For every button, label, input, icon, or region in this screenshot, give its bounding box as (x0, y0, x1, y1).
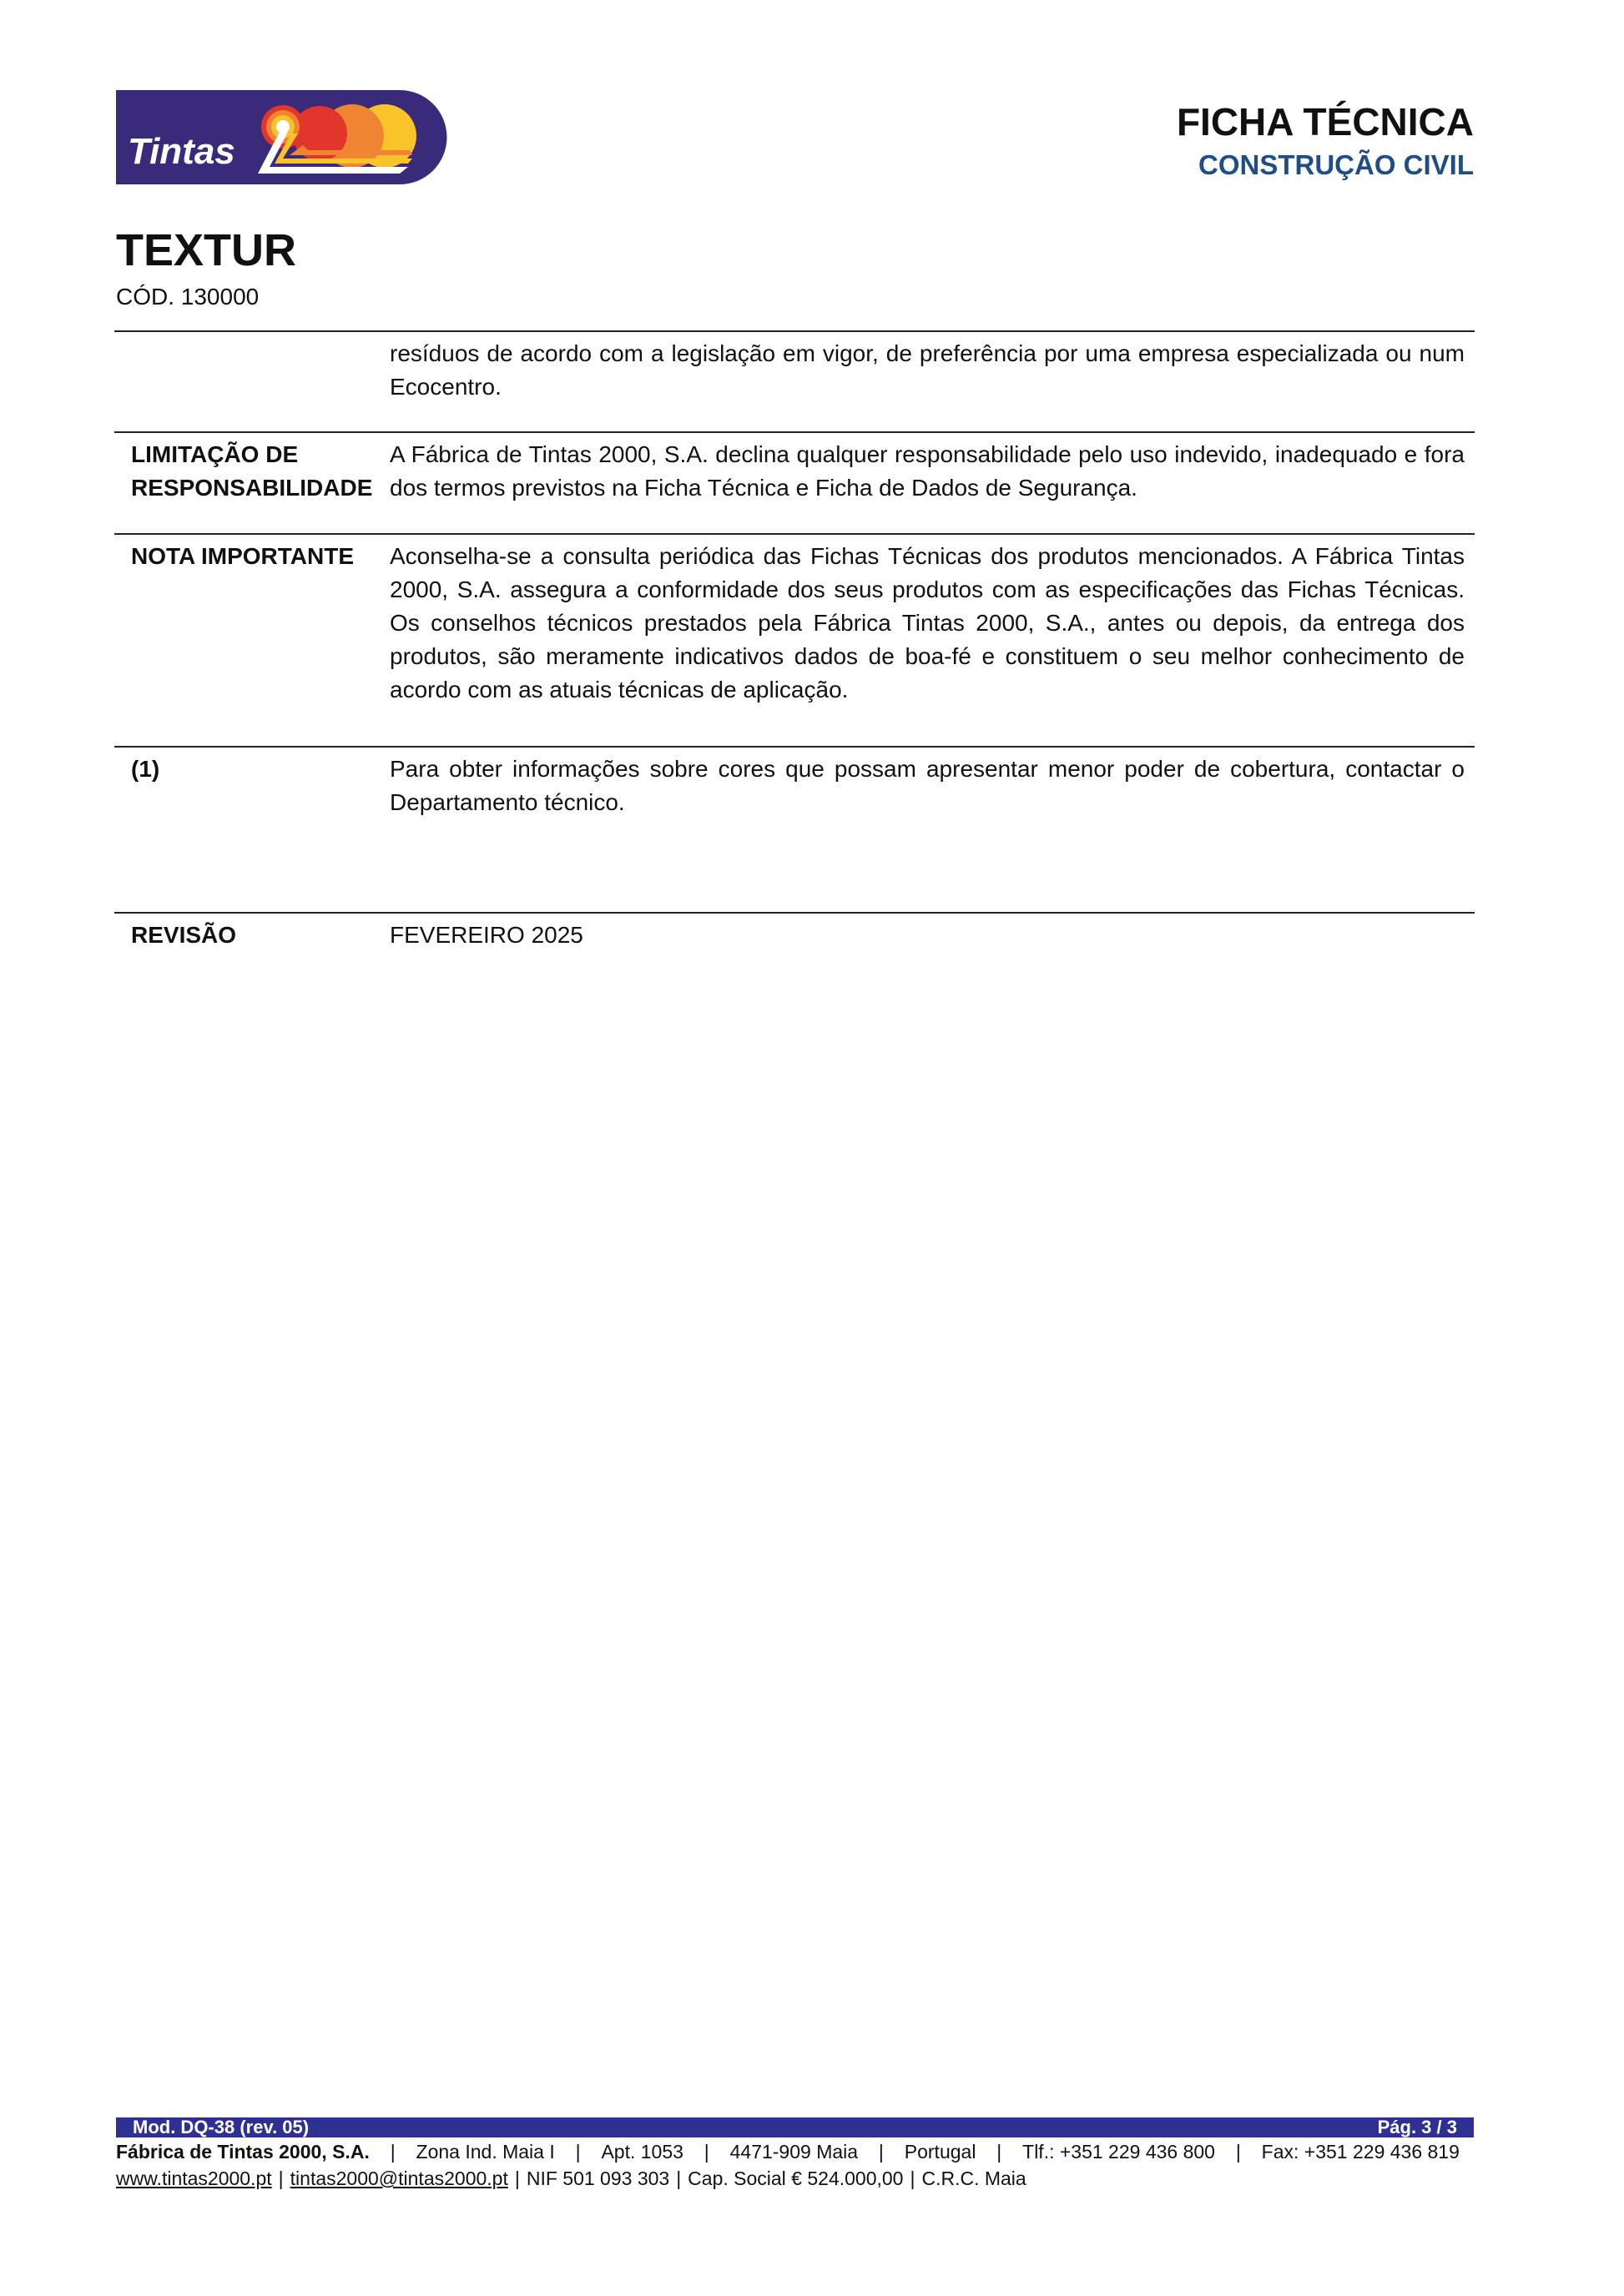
svg-text:Tintas: Tintas (128, 131, 235, 172)
section-body: A Fábrica de Tintas 2000, S.A. declina qualquer responsabilidade pelo uso indevido, inadequado e fora dos termos previstos na Ficha Técnica e Ficha de Dados de Segurança. (390, 441, 1465, 501)
section-body: FEVEREIRO 2025 (390, 922, 583, 948)
section-label-line: RESPONSABILIDADE (131, 475, 373, 501)
footer-company-address (116, 2138, 1460, 2165)
form-model: Mod. DQ-38 (rev. 05) (133, 2117, 310, 2137)
section-body: resíduos de acordo com a legislação em vigor, de preferência por uma empresa especializada ou num Ecocentro. (390, 340, 1465, 400)
section-footnote-1 (114, 746, 1475, 819)
section-body: Para obter informações sobre cores que possam apresentar menor poder de cobertura, contactar o Departamento técnico. (390, 756, 1465, 815)
section-label (114, 433, 390, 505)
product-code: CÓD. 130000 (116, 284, 260, 310)
product-name: TEXTUR (116, 225, 296, 275)
separator: | (390, 2141, 396, 2163)
fax: Fax: +351 229 436 819 (1261, 2141, 1460, 2163)
address-zone: Zona Ind. Maia I (416, 2141, 555, 2163)
nif: NIF 501 093 303 (526, 2168, 670, 2189)
company-name: Fábrica de Tintas 2000, S.A. (116, 2141, 370, 2163)
separator: | (575, 2141, 581, 2163)
section-important-note (114, 533, 1475, 707)
section-label: NOTA IMPORTANTE (131, 543, 355, 569)
address-country: Portugal (904, 2141, 976, 2163)
separator: | (1235, 2141, 1241, 2163)
separator: | (704, 2141, 709, 2163)
share-capital: Cap. Social € 524.000,00 (688, 2168, 904, 2189)
document-category: CONSTRUÇÃO CIVIL (1198, 149, 1474, 180)
section-label-line: LIMITAÇÃO DE (131, 441, 299, 467)
section-revision (114, 912, 1475, 952)
separator: | (676, 2168, 682, 2189)
section-liability-limitation (114, 431, 1475, 505)
separator: | (278, 2168, 284, 2189)
website-link[interactable]: www.tintas2000.pt (116, 2168, 272, 2189)
crc: C.R.C. Maia (921, 2168, 1026, 2189)
separator: | (878, 2141, 884, 2163)
section-body: Aconselha-se a consulta periódica das Fichas Técnicas dos produtos mencionados. A Fábrica Tintas 2000, S.A. assegura a conformidade dos seus produtos com as especificações das Fichas Técnicas. Os conselhos técnicos prestados pela Fábrica Tintas 2000, S.A., antes ou depois, da entrega dos produtos, são meramente indicativos dados de boa-fé e constituem o seu melhor conhecimento de acordo com as atuais técnicas de aplicação. (390, 543, 1465, 702)
section-label: (1) (131, 756, 160, 782)
tintas-2000-logo (116, 90, 451, 184)
section-label: REVISÃO (131, 922, 237, 948)
separator: | (514, 2168, 520, 2189)
separator: | (910, 2168, 915, 2189)
phone: Tlf.: +351 229 436 800 (1022, 2141, 1215, 2163)
footer-bar (116, 2117, 1474, 2137)
separator: | (996, 2141, 1002, 2163)
document-header (1177, 98, 1474, 184)
logo-graphic-icon (116, 90, 451, 184)
footer-contacts (116, 2165, 1026, 2192)
address-apt: Apt. 1053 (601, 2141, 683, 2163)
document-type: FICHA TÉCNICA (1176, 100, 1474, 144)
section-waste-continuation (114, 330, 1475, 404)
email-link[interactable]: tintas2000@tintas2000.pt (290, 2168, 508, 2189)
page-number: Pág. 3 / 3 (1377, 2117, 1457, 2137)
address-postal: 4471-909 Maia (729, 2141, 859, 2163)
section-label (114, 332, 390, 404)
